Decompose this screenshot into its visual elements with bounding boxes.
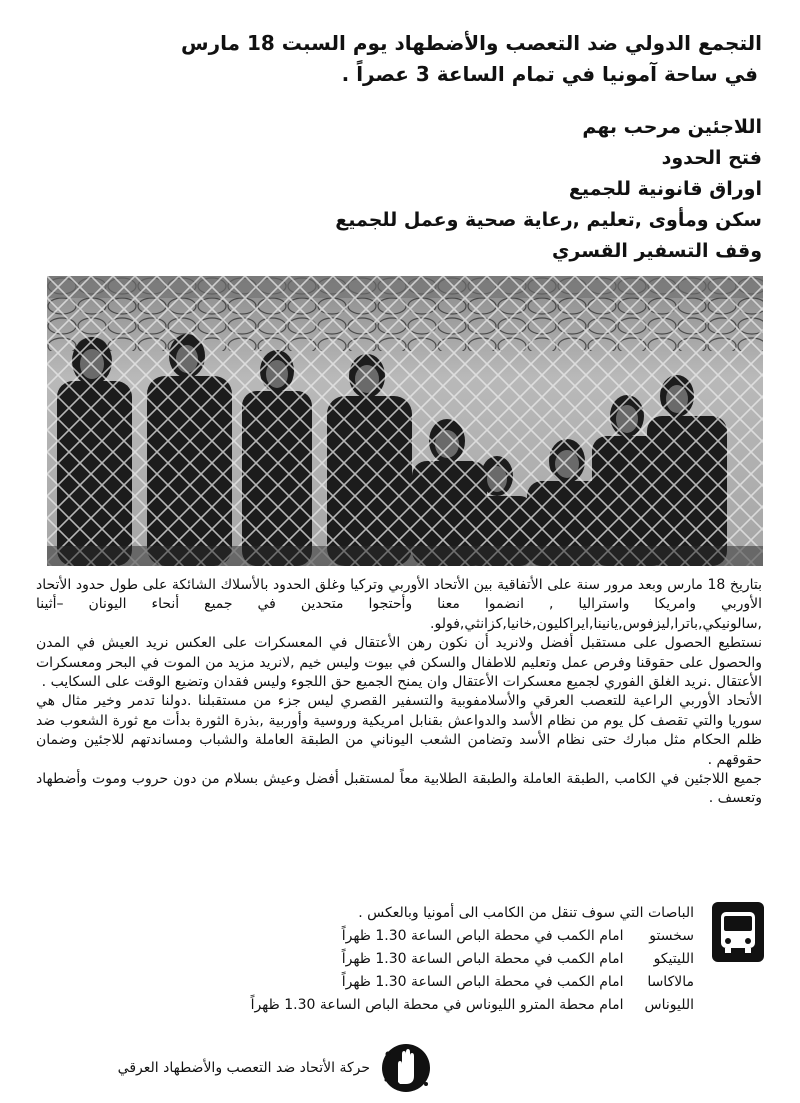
bus-stop-details: امام الكمب في محطة الباص الساعة 1.30 ظهراً	[341, 974, 624, 990]
article-paragraph: بتاريخ 18 مارس وبعد مرور سنة على الأتفاقية بين الأتحاد الأوربي وتركيا وغلق الحدود بالأسلاك الشائكة على طول حدود الأتحاد الأوربي وامريكا واستراليا , انضموا معنا وأحتجوا متحدين في جميع أنحاء اليونان –أثينا ,سالونيكي,باترا,ليزفوس,يانينا,ايراكليون,خانيا,كزانثي,فولو.	[36, 577, 763, 632]
bus-schedule-row	[174, 925, 694, 948]
demands-list	[242, 112, 762, 267]
article-paragraph: نستطيع الحصول على مستقبل أفضل ولانريد أن نكون رهن الأعتقال في المعسكرات على العكس نريد العيش في المدن والحصول على حقوقنا وفرص عمل وتعليم للاطفال والسكن في بيوت وليس خيم ,لانريد مزيد من الموت في البحر ومعسكرات الأعتقال .نريد الغلق الفوري لجميع معسكرات الأعتقال وان يمنح الجميع حق اللجوء وليس فقدان وتضيع الوقت على السكايب .	[36, 635, 762, 691]
raised-hand-logo-icon	[378, 1040, 434, 1096]
event-title-line-2: في ساحة آمونيا في تمام الساعة 3 عصراً .	[341, 62, 758, 86]
demand-item: وقف التسفير القسري	[552, 240, 762, 262]
bus-stop-details: امام الكمب في محطة الباص الساعة 1.30 ظهراً	[341, 951, 624, 967]
bus-stop-camp: مالاكاسا	[647, 974, 694, 990]
bus-stop-camp: سخستو	[649, 928, 694, 944]
demand-item: اوراق قانونية للجميع	[568, 178, 762, 200]
bus-stop-details: امام الكمب في محطة الباص الساعة 1.30 ظهراً	[341, 928, 624, 944]
article-paragraph: الأتحاد الأوربي الراعية للتعصب العرقي والأسلامفوبية والتسفير القصري ليس جزء من مستقبلنا .دولنا تدمر وخير مثال هي سوريا والتي تقصف كل يوم من نظام الأسد والدواعش بقنابل امريكية وروسية وأوربية ,بذرة الثورة بدأت مع ثورة الشعوب ضد ظلم الحكام مثل مبارك حتى نظام الأسد وتضامن الشعب اليوناني من الطبقة العاملة والشباب ومساندتهم للاجئين وضمان حقوقهم .	[36, 693, 762, 768]
demand-item: فتح الحدود	[661, 147, 762, 169]
demand-item: اللاجئين مرحب بهم	[582, 116, 762, 138]
organization-name: حركة الأتحاد ضد التعصب والأضطهاد العرقي	[117, 1060, 370, 1076]
demand-item: سكن ومأوى ,تعليم ,رعاية صحية وعمل للجميع	[335, 209, 762, 231]
bus-schedule-row	[174, 948, 694, 971]
bus-icon	[712, 902, 764, 962]
bus-schedule-row	[174, 994, 694, 1017]
bus-schedule	[174, 902, 694, 1017]
refugees-behind-fence-photo	[47, 276, 763, 566]
bus-schedule-intro: الباصات التي سوف تنقل من الكامب الى أمونيا وبالعكس .	[358, 905, 694, 921]
article-body	[36, 576, 762, 809]
bus-schedule-row	[174, 971, 694, 994]
article-paragraph: جميع اللاجئين في الكامب ,الطبقة العاملة والطبقة الطلابية معاً لمستقبل أفضل وعيش بسلام من دون حروب وموت وأضطهاد وتعسف .	[36, 771, 762, 807]
bus-stop-camp: الليتيكو	[653, 951, 694, 967]
event-title	[42, 28, 762, 90]
bus-stop-details: امام محطة المترو الليوناس في محطة الباص الساعة 1.30 ظهراً	[250, 997, 624, 1013]
bus-stop-camp: الليوناس	[644, 997, 694, 1013]
event-title-line-1: التجمع الدولي ضد التعصب والأضطهاد يوم السبت 18 مارس	[181, 31, 762, 55]
